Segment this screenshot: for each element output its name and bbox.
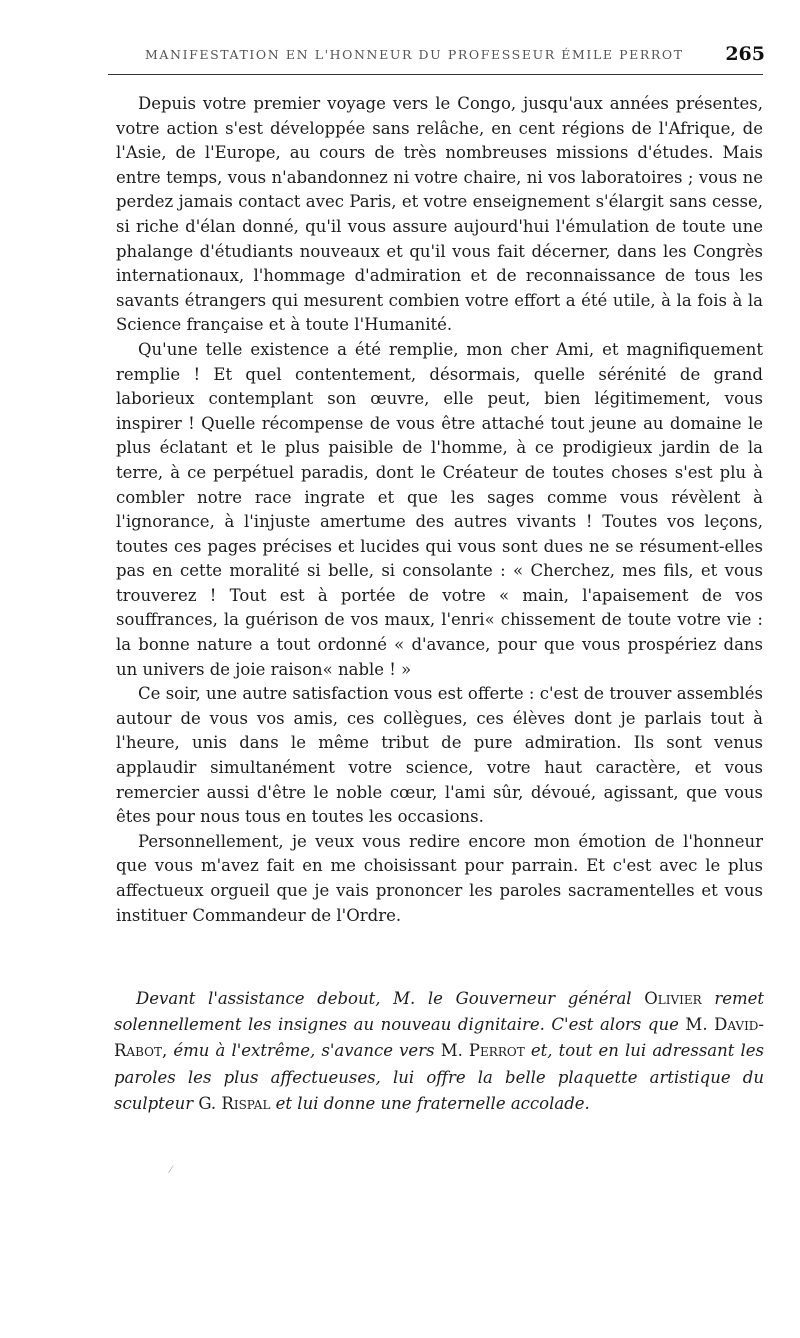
stage-direction-text-3: ému à l'extrême, s'avance vers [173,1041,435,1061]
paragraph-1: Depuis votre premier voyage vers le Congo, jusqu'aux années présentes, votre action s'est développée sans relâche, en cent régions de l'Afrique, de l'Asie, de l'Europe, au cours de très nombreuses missions d'études. Mais entre temps, vous n'abandonnez ni votre chaire, ni vos laboratoires ; vous ne perdez jamais contact avec Paris, et votre enseignement s'élargit sans cesse, si riche d'élan donné, qu'il vous assure aujourd'hui l'émulation de toute une phalange d'étudiants nouveaux et qu'il vous fait décerner, dans les Congrès internationaux, l'hommage d'admiration et de reconnaissance de tous les savants étrangers qui mesurent combien votre effort a été utile, à la fois à la Science française et à toute l'Humanité. [116,94,763,335]
header-rule [108,74,763,75]
stage-direction-text-5: et lui donne une fraternelle accolade. [275,1093,590,1113]
paragraph-4: Personnellement, je veux vous redire encore mon émotion de l'honneur que vous m'avez fait en me choisissant pour parrain. Et c'est avec le plus affectueux orgueil que je vais prononcer les paroles sacramentelles et vous instituer Commandeur de l'Ordre. [116,831,763,925]
stage-direction-text-4: et, tout en lui adressant les paroles les plus affectueuses, lui offre la belle plaquette artistique du sculpteur [114,1041,765,1113]
name-rispal: G. Rispal [198,1093,271,1113]
page-number: 265 [725,43,765,65]
name-perrot: M. Perrot [440,1041,525,1061]
stage-direction [114,986,764,1117]
running-head: MANIFESTATION EN L'HONNEUR DU PROFESSEUR ÉMILE PERROT [145,47,684,62]
paragraph-2: Qu'une telle existence a été remplie, mon cher Ami, et magnifiquement remplie ! Et quel contentement, désormais, quelle sérénité de grand laborieux contemplant son œuvre, elle peut, bien légitimement, vous inspirer ! Quelle récompense de vous être attaché tout jeune au domaine le plus éclatant et le plus paisible de l'homme, à ce prodigieux jardin de la terre, à ce perpétuel paradis, dont le Créateur de toutes choses s'est plu à combler notre race ingrate et que les sages comme vous révèlent à l'ignorance, à l'injuste amertume des autres vivants ! Toutes vos leçons, toutes ces pages précises et lucides qui vous sont dues ne se résument-elles pas en cette moralité si belle, si consolante : « Cherchez, mes fils, et vous trouverez ! Tout est à portée de votre « main, l'apaisement de vos souffrances, la guérison de vos maux, l'enri« chissement de toute votre vie : la bonne nature a tout ordonné « d'avance, pour que vous prospériez dans un univers de joie raison« nable ! » [116,339,763,679]
stage-direction-text-2: remet solennellement les insignes au nouveau dignitaire. C'est alors que [114,989,765,1035]
name-david-rabot: M. David-Rabot, [114,1015,765,1061]
stage-direction-text-1: Devant l'assistance debout, M. le Gouverneur général [136,989,632,1008]
paper-speck: ⁄ [170,1165,172,1176]
page-header [105,40,765,70]
paragraph-3: Ce soir, une autre satisfaction vous est offerte : c'est de trouver assemblés autour de vous vos amis, ces collègues, ces élèves dont je parlais tout à l'heure, unis dans le même tribut de pure admiration. Ils sont venus applaudir simultanément votre science, votre haut caractère, et vous remercier aussi d'être le noble cœur, l'ami sûr, dévoué, agissant, que vous êtes pour nous tous en toutes les occasions. [116,684,763,827]
stage-direction-paragraph [114,986,764,1117]
name-olivier: Olivier [644,989,702,1008]
speech-text [116,92,763,928]
